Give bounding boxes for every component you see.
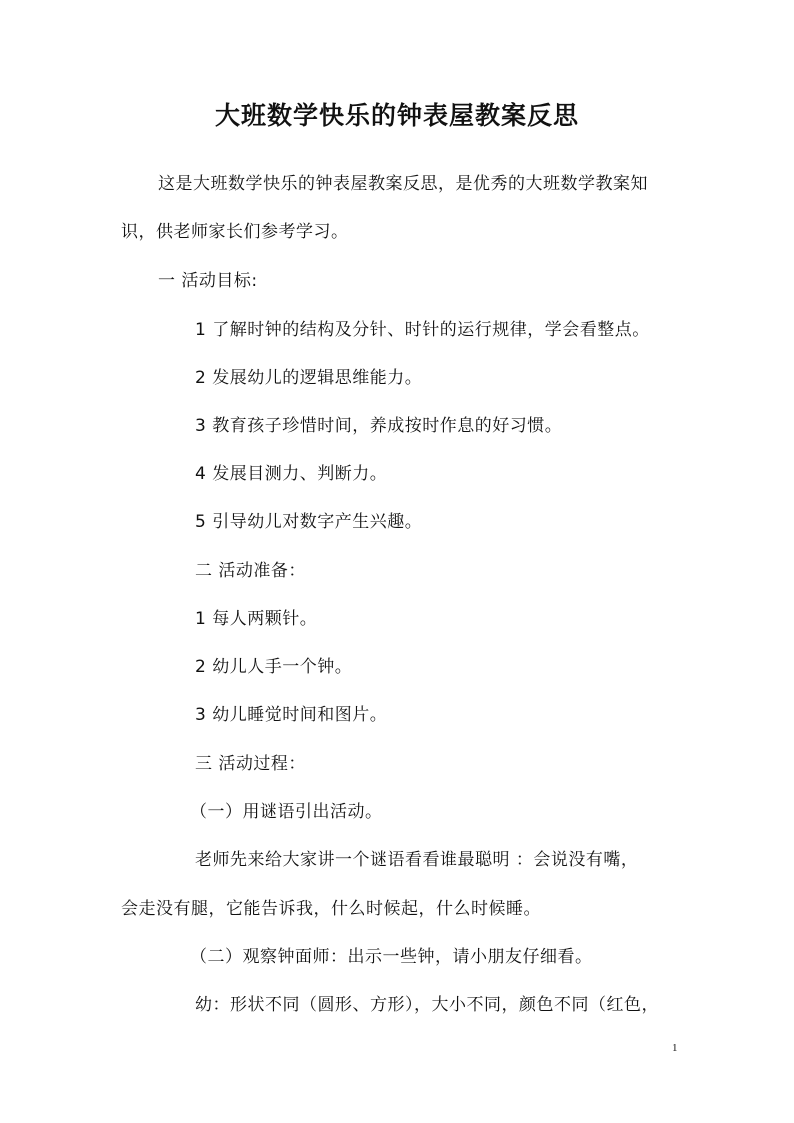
goal-item-2: 2 发展幼儿的逻辑思维能力。 (195, 368, 423, 388)
preparation-item-3: 3 幼儿睡觉时间和图片。 (195, 705, 388, 725)
preparation-item-2: 2 幼儿人手一个钟。 (195, 657, 353, 677)
section-heading-preparation: 二 活动准备： (195, 561, 306, 581)
riddle-line-2: 会走没有腿，它能告诉我，什么时候起，什么时候睡。 (121, 899, 541, 919)
step-heading-1: （一）用谜语引出活动。 (190, 802, 383, 822)
intro-line-2: 识，供老师家长们参考学习。 (121, 222, 349, 242)
section-heading-process: 三 活动过程： (195, 754, 306, 774)
page-number: 1 (672, 1042, 678, 1054)
child-observation-line: 幼：形状不同（圆形、方形），大小不同，颜色不同（红色， (195, 995, 659, 1015)
preparation-item-1: 1 每人两颗针。 (195, 609, 318, 629)
goal-item-4: 4 发展目测力、判断力。 (195, 464, 388, 484)
intro-line-1: 这是大班数学快乐的钟表屋教案反思，是优秀的大班数学教案知 (158, 174, 648, 194)
riddle-line-1: 老师先来给大家讲一个谜语看看谁最聪明 ：会说没有嘴， (195, 850, 639, 870)
step-heading-2: （二）观察钟面师：出示一些钟，请小朋友仔细看。 (190, 947, 593, 967)
page-title: 大班数学快乐的钟表屋教案反思 (214, 101, 579, 130)
goal-item-5: 5 引导幼儿对数字产生兴趣。 (195, 512, 423, 532)
goal-item-1: 1 了解时钟的结构及分针、时针的运行规律，学会看整点。 (195, 320, 650, 340)
goal-item-3: 3 教育孩子珍惜时间，养成按时作息的好习惯。 (195, 416, 563, 436)
section-heading-goals: 一 活动目标: (158, 271, 258, 291)
